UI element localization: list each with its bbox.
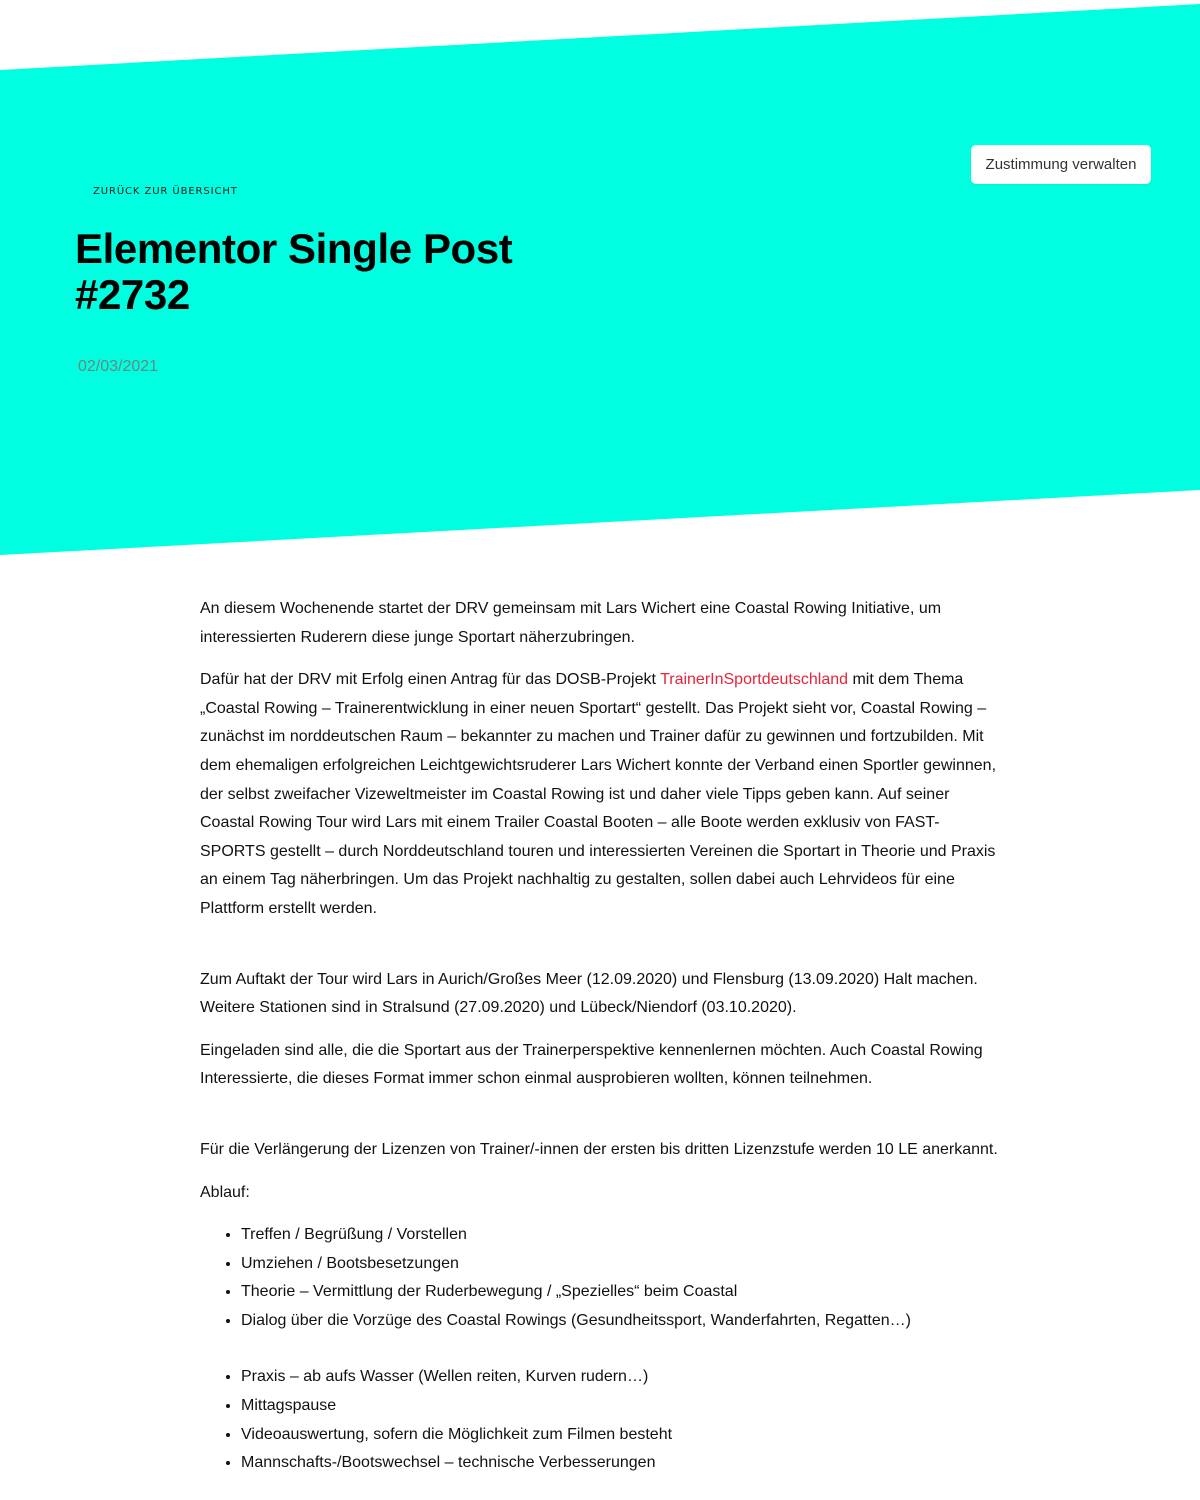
paragraph-invitation: Eingeladen sind alle, die die Sportart aus der Trainerperspektive kennenlernen möchten. Auch Coastal Rowing Interessierte, die dieses Format immer schon einmal ausprobieren wollten, können teilnehmen.: [200, 1041, 983, 1088]
list-item: • Mannschafts-/Bootswechsel – technische Verbesserungen: [241, 1449, 1000, 1478]
page-title: Elementor Single Post #2732: [75, 225, 513, 318]
paragraph-project-text-start: Dafür hat der DRV mit Erfolg einen Antrag für das DOSB-Projekt: [200, 671, 661, 689]
list-item: • Videoauswertung, sofern die Möglichkeit zum Filmen besteht: [241, 1421, 1000, 1450]
paragraph-license: Für die Verlängerung der Lizenzen von Trainer/-innen der ersten bis dritten Lizenzstufe werden 10 LE anerkannt.: [200, 1140, 998, 1158]
schedule-list-2: [200, 1363, 1000, 1477]
paragraph-intro: An diesem Wochenende startet der DRV gemeinsam mit Lars Wichert eine Coastal Rowing Initiative, um interessierten Ruderern diese junge Sportart näherzubringen.: [200, 600, 942, 646]
list-item: • Umziehen / Bootsbesetzungen: [241, 1250, 1000, 1279]
article-body: [200, 595, 1000, 1478]
list-item: • Mittagspause: [241, 1392, 1000, 1421]
trainerinsportdeutschland-link[interactable]: TrainerInSportdeutschland: [660, 671, 849, 689]
list-item: • Treffen / Begrüßung / Vorstellen: [241, 1221, 1000, 1250]
list-item: • Theorie – Vermittlung der Ruderbewegung / „Spezielles“ beim Coastal: [241, 1278, 1000, 1307]
list-item: • Dialog über die Vorzüge des Coastal Rowings (Gesundheitssport, Wanderfahrten, Regatten…): [241, 1307, 1000, 1336]
paragraph-tour-dates: Zum Auftakt der Tour wird Lars in Aurich/Großes Meer (12.09.2020) und Flensburg (13.09.2020) Halt machen. Weitere Stationen sind in Stralsund (27.09.2020) und Lübeck/Niendorf (03.10.2020).: [200, 970, 978, 1017]
list-item: • Praxis – ab aufs Wasser (Wellen reiten, Kurven rudern…): [241, 1363, 1000, 1392]
post-date: 02/03/2021: [78, 358, 159, 375]
paragraph-project: [200, 666, 1000, 923]
paragraph-schedule-heading: Ablauf:: [200, 1183, 250, 1201]
schedule-list-1: [200, 1221, 1000, 1335]
manage-consent-button[interactable]: Zustimmung verwalten: [971, 145, 1151, 184]
paragraph-project-text-end: mit dem Thema „Coastal Rowing – Trainerentwicklung in einer neuen Sportart“ gestellt. Das Projekt sieht vor, Coastal Rowing – zunächst im norddeutschen Raum – bekannter zu machen und Trainer dafür zu gewinnen und fortzubilden. Mit dem ehemaligen erfolgreichen Leichtgewichtsruderer Lars Wichert konnte der Verband einen Sportler gewinnen, der selbst zweifacher Vizeweltmeister im Coastal Rowing ist und daher viele Tipps geben kann. Auf seiner Coastal Rowing Tour wird Lars mit einem Trailer Coastal Booten – alle Boote werden exklusiv von FAST-SPORTS gestellt – durch Norddeutschland touren und interessierten Vereinen die Sportart in Theorie und Praxis an einem Tag näherbringen. Um das Projekt nachhaltig zu gestalten, sollen dabei auch Lehrvideos für eine Plattform erstellt werden.: [200, 671, 997, 917]
back-to-overview-link[interactable]: ZURÜCK ZUR ÜBERSICHT: [93, 186, 238, 197]
